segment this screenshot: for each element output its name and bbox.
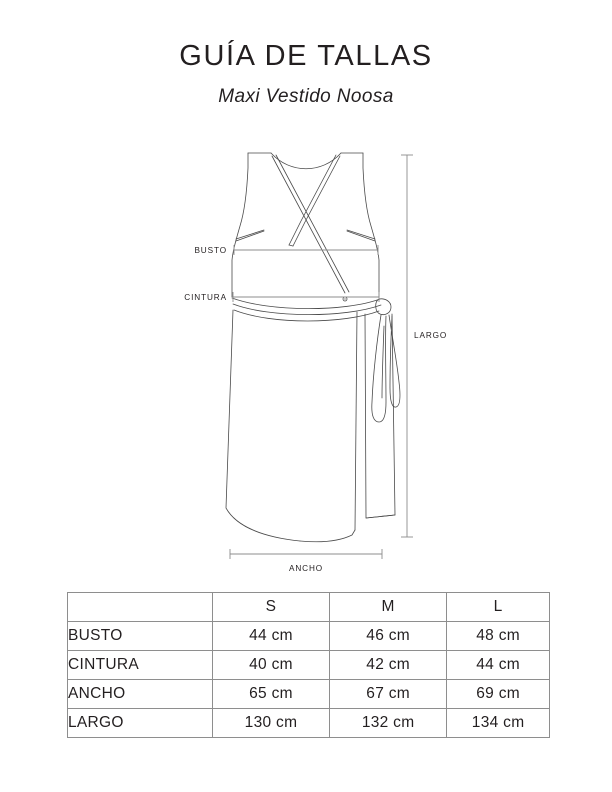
- dress-technical-illustration: [0, 130, 612, 585]
- dress-skirt-under-panel-hem: [366, 515, 395, 518]
- dress-sash-fold: [382, 326, 384, 398]
- dress-waist-band-mid: [233, 304, 381, 315]
- dress-wrap-edge-left: [272, 156, 345, 293]
- dress-left-body-edge: [232, 153, 248, 297]
- cell-busto-l: 48 cm: [447, 622, 550, 651]
- dress-sash-tie-b: [389, 315, 400, 407]
- dress-right-bust-dart-2: [347, 231, 375, 241]
- column-header-s: S: [212, 593, 329, 622]
- table-row: [68, 709, 550, 738]
- cell-busto-s: 44 cm: [212, 622, 329, 651]
- cell-ancho-s: 65 cm: [212, 680, 329, 709]
- dress-wrap-edge-right: [293, 156, 340, 246]
- dress-skirt-wrap-edge: [355, 312, 357, 530]
- dress-left-bust-dart-2: [236, 231, 264, 241]
- row-label-largo: LARGO: [68, 709, 213, 738]
- cell-largo-s: 130 cm: [212, 709, 329, 738]
- product-subtitle: Maxi Vestido Noosa: [218, 86, 394, 107]
- dress-wrap-edge-left-inner: [276, 155, 349, 292]
- dress-outline-group: [226, 153, 400, 542]
- cell-ancho-m: 67 cm: [330, 680, 447, 709]
- table-row: [68, 680, 550, 709]
- dress-waist-knot: [376, 299, 391, 315]
- dress-right-body-edge: [363, 153, 379, 297]
- width-dimension-label: ANCHO: [288, 564, 324, 573]
- dress-waist-closure-dot-center: [344, 298, 345, 299]
- cell-cintura-s: 40 cm: [212, 651, 329, 680]
- length-dimension-label: LARGO: [414, 331, 448, 340]
- table-corner-cell: [68, 593, 213, 622]
- dress-waist-band-top: [232, 298, 380, 309]
- row-label-busto: BUSTO: [68, 622, 213, 651]
- row-label-cintura: CINTURA: [68, 651, 213, 680]
- table-header-row: [68, 593, 550, 622]
- cell-cintura-m: 42 cm: [330, 651, 447, 680]
- cell-largo-m: 132 cm: [330, 709, 447, 738]
- cell-largo-l: 134 cm: [447, 709, 550, 738]
- dress-skirt-left-edge: [226, 310, 300, 541]
- dress-neckline-scoop: [271, 153, 341, 169]
- waist-dimension-label: CINTURA: [184, 293, 227, 302]
- column-header-l: L: [447, 593, 550, 622]
- cell-cintura-l: 44 cm: [447, 651, 550, 680]
- table-row: [68, 651, 550, 680]
- cell-ancho-l: 69 cm: [447, 680, 550, 709]
- dress-skirt-hem: [300, 530, 355, 542]
- cell-busto-m: 46 cm: [330, 622, 447, 651]
- table-row: [68, 622, 550, 651]
- size-diagram: [0, 130, 612, 585]
- size-chart-table: [67, 592, 550, 738]
- bust-dimension-label: BUSTO: [194, 246, 227, 255]
- row-label-ancho: ANCHO: [68, 680, 213, 709]
- dress-left-bust-dart: [236, 230, 264, 239]
- dress-right-bust-dart: [347, 230, 375, 239]
- column-header-m: M: [330, 593, 447, 622]
- dress-v-point: [289, 245, 293, 246]
- page-title: GUÍA DE TALLAS: [179, 40, 433, 72]
